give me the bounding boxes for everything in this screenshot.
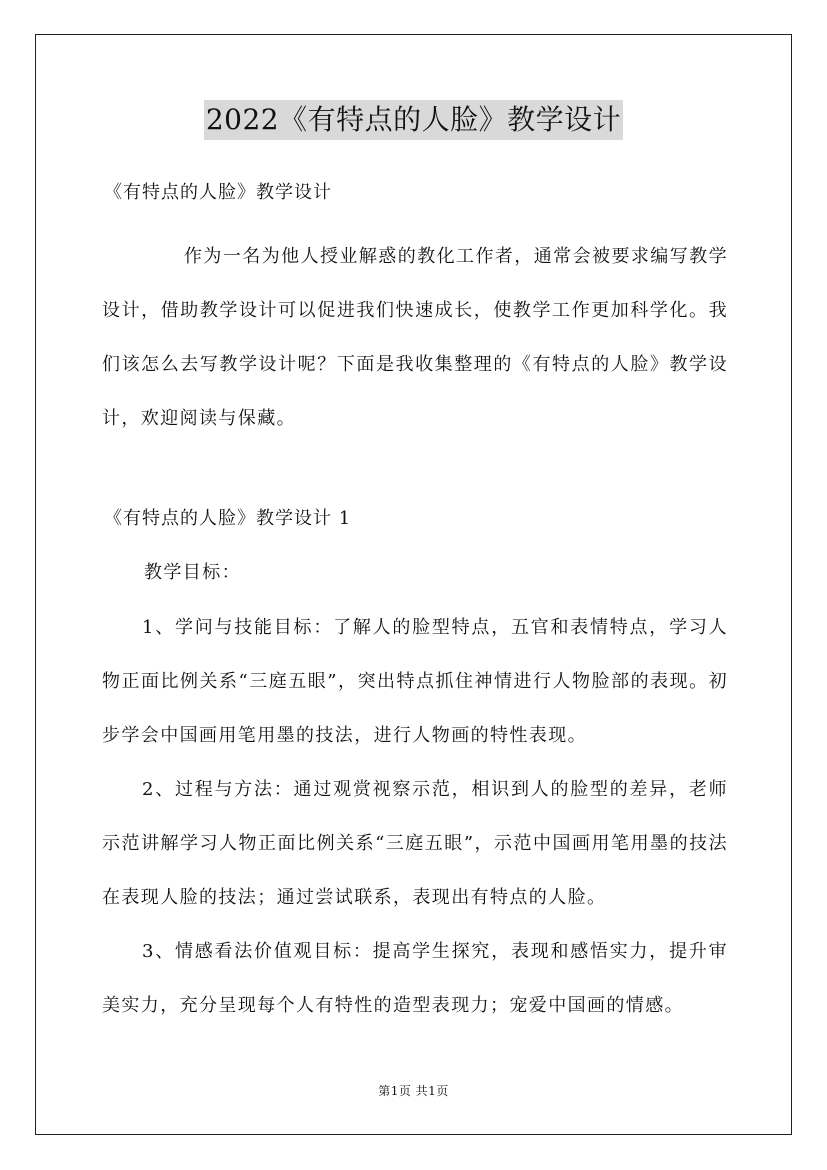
goals-heading: 教学目标： [144,562,241,583]
goal-item-3: 3、情感看法价值观目标：提高学生探究，表现和感悟实力，提升审美实力，充分呈现每个人有特性的造型表现力；宠爱中国画的情感。 [102,941,728,1016]
goal-item-2: 2、过程与方法：通过观赏视察示范，相识到人的脸型的差异，老师示范讲解学习人物正面比例关系“三庭五眼”，示范中国画用笔用墨的技法在表现人脸的技法；通过尝试联系，表现出有特点的人脸。 [102,779,728,908]
document-title: 2022《有特点的人脸》教学设计 [204,100,623,140]
page-footer: 第1页 共1页 [378,1084,449,1098]
section-heading: 《有特点的人脸》教学设计 1 [104,508,352,529]
document-subtitle: 《有特点的人脸》教学设计 [104,182,332,203]
title-container [0,100,827,140]
goal-item-1: 1、学问与技能目标：了解人的脸型特点，五官和表情特点，学习人物正面比例关系“三庭五眼”，突出特点抓住神情进行人物脸部的表现。初步学会中国画用笔用墨的技法，进行人物画的特性表现。 [102,617,728,746]
intro-paragraph: 作为一名为他人授业解惑的教化工作者，通常会被要求编写教学设计，借助教学设计可以促进我们快速成长，使教学工作更加科学化。我们该怎么去写教学设计呢？下面是我收集整理的《有特点的人脸》教学设计，欢迎阅读与保藏。 [102,246,728,429]
